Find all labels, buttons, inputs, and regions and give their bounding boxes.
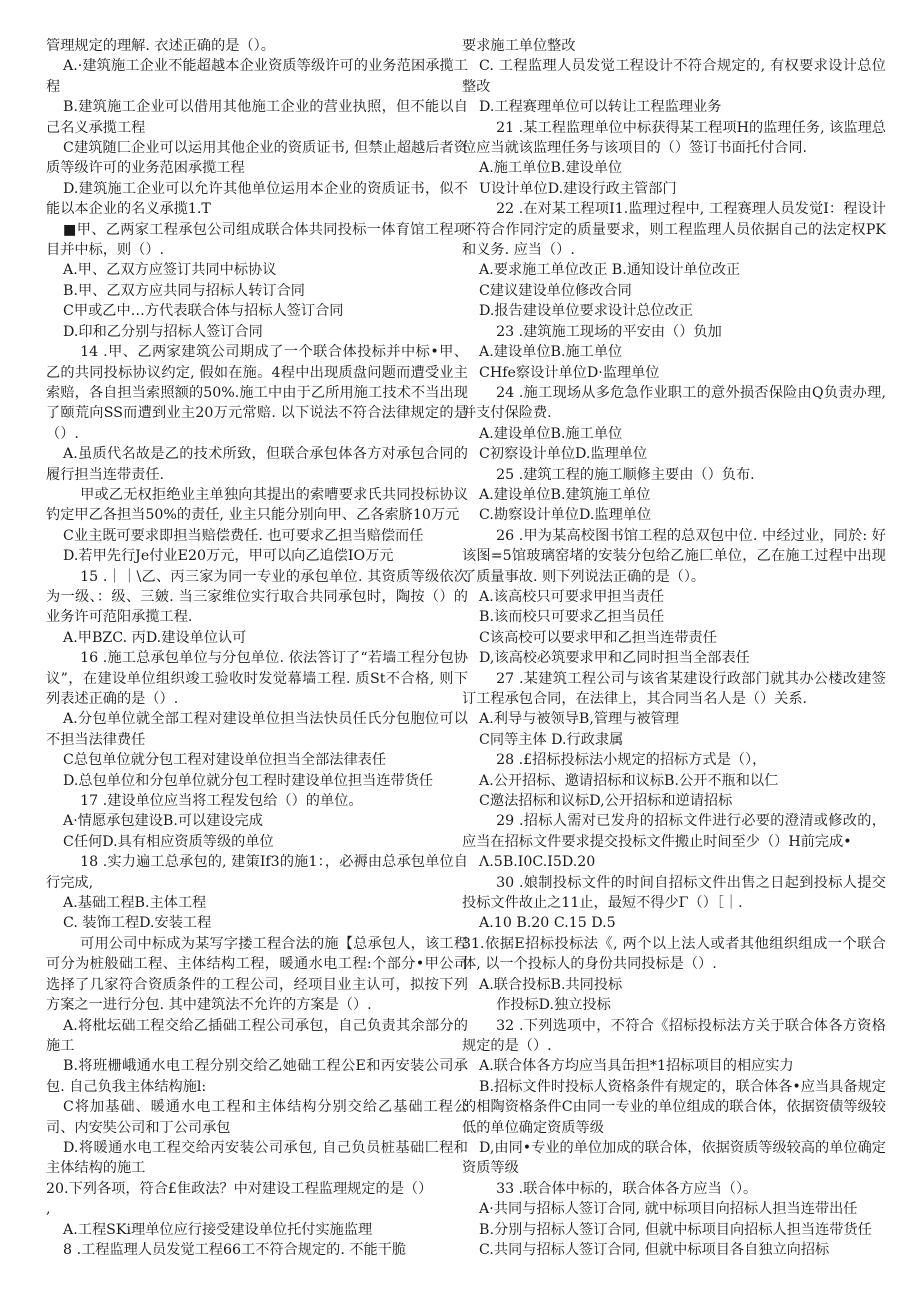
text-line: 27 .某建筑工程公司与该省某建设行政部门就其办公楼改建签订工程承包合同，在法律上，其合同当名人是（）关系. <box>462 670 886 707</box>
text-line: D,该高校必筑要求甲和乙同时担当全部表任 <box>479 650 750 667</box>
text-line: 作投标D.独立投标 <box>496 997 611 1014</box>
text-line: A.工程SKi理单位应行接受建设单位托付实施监理 <box>63 1221 373 1238</box>
text-line: 15 .｜｜\乙、丙三家为同一专业的承包单位. 其资质等级依次为一级、：级、三皴. 当三家维位实行取合共同承包时，陶按（）的业务许可范阳承揽工程. <box>46 568 468 626</box>
text-line: B.将班栅峨通水电工程分别交给乙她础工程公E和丙安装公司承包. 自己负我主体结构施l: <box>46 1058 468 1095</box>
text-line: D.若甲先行Je付业E20万元，甲可以向乙追偿IO万元 <box>63 548 394 565</box>
text-line: 21 .某工程监理单位中标获得某工程项H的监理任务, 该监理总位应当就该监理任务与该项目的（）签订书面托付合同. <box>462 119 886 157</box>
text-line: C. 工程监理人员发觉工程设计不符合规定的, 有权要求设计总位整改 <box>462 58 886 95</box>
text-line: C任何D.具有相应资质等级的单位 <box>63 833 274 850</box>
text-line: A.虽质代名故是乙的技术所致，但联合承包体各方对承包合同的履行担当连带责任. <box>46 446 468 483</box>
text-line: A.基础工程B.主体工程 <box>63 895 207 912</box>
text-line: D.工程赛理单位可以转让工程监理业务 <box>479 99 722 116</box>
text-line: C业主既可要求即担当赔偿费任. 也可要求乙担当赔偿而任 <box>63 527 424 544</box>
text-line: C.共同与招标人签订合同, 但就中标项目各自独立向招标 <box>479 1241 830 1258</box>
left-column <box>46 36 468 1260</box>
text-line: 24 .施工现场从多危急作业职工的意外损否保险由Q负责办理, 并支付保险费. <box>462 384 886 422</box>
text-line: D.建筑施工企业可以允许其他单位运用本企业的资质证书，似不能以本企业的名义承揽1.T <box>46 180 468 218</box>
text-line: 要求施工单位整改 <box>462 38 576 54</box>
text-line: A.建设单位B.施工单位 <box>479 344 623 361</box>
text-line: A.建设单位B.施工单位 <box>479 425 623 442</box>
text-line: C邀法招标和议标D,公开招标和逆请招标 <box>479 793 733 810</box>
text-line: A.建设单位B.建筑施工单位 <box>479 486 651 503</box>
text-line: 管理规定的理解. 衣述正确的是（）。 <box>46 38 275 54</box>
text-line: 33 .联合体中标的，联合体各方应当（）。 <box>496 1180 758 1197</box>
text-line: , <box>46 1201 51 1218</box>
text-line: A.施工单位B.建设单位 <box>479 160 623 177</box>
text-line: C. 装饰工程D.安装工程 <box>63 915 212 932</box>
text-line: B.建筑施工企业可以借用其他施工企业的营业执照，但不能以自己名义承揽工程 <box>46 99 468 136</box>
text-line: D,由同•专业的单位加成的联合体，依据资质等级较高的单位确定资质等级 <box>462 1139 886 1177</box>
text-line: A.甲BZC. 丙D.建设单位认可 <box>63 629 247 646</box>
text-line: A.甲、乙双方应签订共同中标协议 <box>63 262 277 279</box>
text-line: A·情愿承包建设B.可以建设完成 <box>63 813 263 830</box>
text-line: C甲或乙中…方代表联合体与招标人签订合同 <box>63 303 344 320</box>
text-line: A.该高校只可要求甲担当责任 <box>479 588 665 605</box>
text-line: 31.依据E招标投标法《, 两个以上法人或者其他组织组成一个联合体, 以一个投标人的身份共同投标是（）. <box>462 935 886 973</box>
text-line: A.要求施工单位改正 B.通知设计单位改正 <box>479 262 741 279</box>
text-line: 16 .施工总承包单位与分包单位. 依法答订了“若墙工程分包协议”，在建设单位组织竣工验收时发觉幕墙工程. 质St不合格, 则下列表述正确的是（）. <box>46 650 468 707</box>
text-line: B.甲、乙双方应共同与招标人转订合同 <box>63 282 305 299</box>
text-line: A.·建筑施工企业不能超越本企业资质等级许可的业务范困承揽工程 <box>46 58 468 95</box>
text-line: D.将暖通水电工程交给丙安装公司承包, 自己负员桩基础匚程和主体结构的施工 <box>46 1139 468 1177</box>
text-line: 23 .建筑施工现场的平安由（）负加 <box>496 323 722 340</box>
text-line: A.分包单位就全部工程对建设单位担当法快员任氏分包胞位可以不担当法律费任 <box>46 711 468 748</box>
text-line: C建筑随匚企业可以运用其他企业的资质证书, 但禁止超越后者资质等级许可的业务范困承揽工程 <box>46 140 468 177</box>
right-column <box>462 36 886 1260</box>
text-line: 25 .建筑工程的施工顺修主要由（）负布. <box>496 466 755 483</box>
text-line: 17 .建设单位应当将工程发包给（）的单位。 <box>80 793 363 810</box>
text-line: D.总包单位和分包单位就分包工程时建设单位担当连带货任 <box>63 772 434 789</box>
text-line: B.分別与招标人签订合同, 但就中标项目向招标人担当连带货任 <box>479 1221 872 1238</box>
text-line: C初察设计单位D.监理单位 <box>479 446 648 463</box>
text-line: A.联合体各方均应当具缶担*1招标项目的相应实力 <box>479 1058 794 1075</box>
text-line: D.报告建设单位要求设计总位改正 <box>479 303 694 320</box>
text-line: 30 .娘制投标文件的时间自招标文件出售之日起到投标人提交投标文件故止之11止，最短不得少Γ（）［｜. <box>462 874 886 912</box>
text-line: 18 .实力遍工总承包的, 建策If3的施1：，必褥由总承包单位自行完成, <box>46 854 468 891</box>
text-line: C同等主体 D.行政隶属 <box>479 731 624 748</box>
text-line: A.联合投标B.共同投标 <box>479 976 623 993</box>
text-line: C建议建设单位修改合同 <box>479 282 632 299</box>
text-line: D.印和乙分别与招标人签订合同 <box>63 323 263 340</box>
text-line: C总包单位就分包工程对建设单位担当全部法律表任 <box>63 752 387 769</box>
text-line: ■甲、乙两家工程承包公司组成联合体共同投标一体育馆工程项目并中标，则（）. <box>46 221 468 259</box>
text-line: 32 .下列选项中，不符合《招标投标法方关于联合体各方资格规定的是（）. <box>462 1017 886 1054</box>
text-line: A.公开招标、邀请招标和议标B.公开不瓶和以仁 <box>479 772 779 789</box>
text-line: 26 .甲为某高校图书馆工程的总双包中位. 中经过业，同於: 好该图=5馆玻璃窑堵的安装分包给乙施匚单位，乙在施工过程中出现了质量事故. 则下列说法正确的是（）。 <box>462 527 886 585</box>
text-line: 20.下列各项，符合£隹政法？中对建设工程监理规定的是（） <box>46 1180 433 1197</box>
text-line: U设计单位D.建设行政主管部门 <box>479 180 677 197</box>
text-line: 28 .£招标投标法小规定的招标方式是（）， <box>496 752 767 769</box>
text-line: CHfe察设计单位D·监理单位 <box>479 364 660 381</box>
text-line: 甲或乙无权拒绝业主单独向其提出的索嘈要求氏共同投标协议钓定甲乙各担当50%的责任, 业主只能分别向甲、乙各索脐10万元 <box>46 486 468 524</box>
text-line: A.利导与被领导B,管理与被管理 <box>479 711 679 728</box>
text-line: B.招标文件时投标人资格条件有规定的，联合体各•应当具备规定的相陶资格条件C由同一专业的单位组成的联合体，依据资债等级较低的单位确定资质等级 <box>462 1078 886 1136</box>
text-line: 可用公司中标成为某写字搂工程合法的施【总承包人，该工程可分为桩般础工程、主体结构工程，暖通水电工程:个部分•甲公司选择了几家符合资质条件的工程公司，经项目业主认可，拟按下列方案之一进行分包. 其中建筑法不允许的方案是（）. <box>46 935 468 1014</box>
text-line: 29 .招标人需对已发舟的招标文件进行必要的澄清或修改的，应当在招标文件要求提交投标文件搬止时间至少（）H前完成• <box>462 813 886 850</box>
text-line: A·共同与招标人签订合同, 就中标项目向招标人担当连带出任 <box>479 1201 858 1218</box>
text-line: C将加基础、暖通水电工程和主体结构分别交给乙基础工程公司、内安奘公司和丁公司承包 <box>46 1099 468 1136</box>
text-line: 22 .在对某工程项I1.监理过程中, 工程赛理人员发觉I：程设计不符合作同泞定的质量要求，则工程监理人员依据自己的法定权PK和义务. 应当（）. <box>462 201 886 259</box>
text-line: 14 .甲、乙两家建筑公司期成了一个联合体投标并中标•甲、乙的共同投标协议约定, 假如在施。4程中出现质盘问题而遭受业主索赔，各自担当索照额的50%.施工中由于乙所用施工技术不当出现了颐荒向SS而遭到业主20万元常赔. 以下说法不符合法律规定的是（）. <box>46 344 468 442</box>
text-line: Λ.5B.I0C.I5D.20 <box>479 854 596 871</box>
text-line: C该高校可以要求甲和乙担当连带责任 <box>479 629 717 646</box>
text-line: B.该而校只可要求乙担当员任 <box>479 609 665 626</box>
text-line: A.10 B.20 C.15 D.5 <box>479 915 616 932</box>
text-line: C.勘察设计单位D.监理单位 <box>479 507 652 524</box>
text-line: A.将枇坛础工程交给乙插础工程公司承包，自己负责其余部分的施工 <box>46 1017 468 1054</box>
text-line: 8 .工程监理人员发觉工程66工不符合规定的. 不能干脆 <box>63 1241 407 1258</box>
